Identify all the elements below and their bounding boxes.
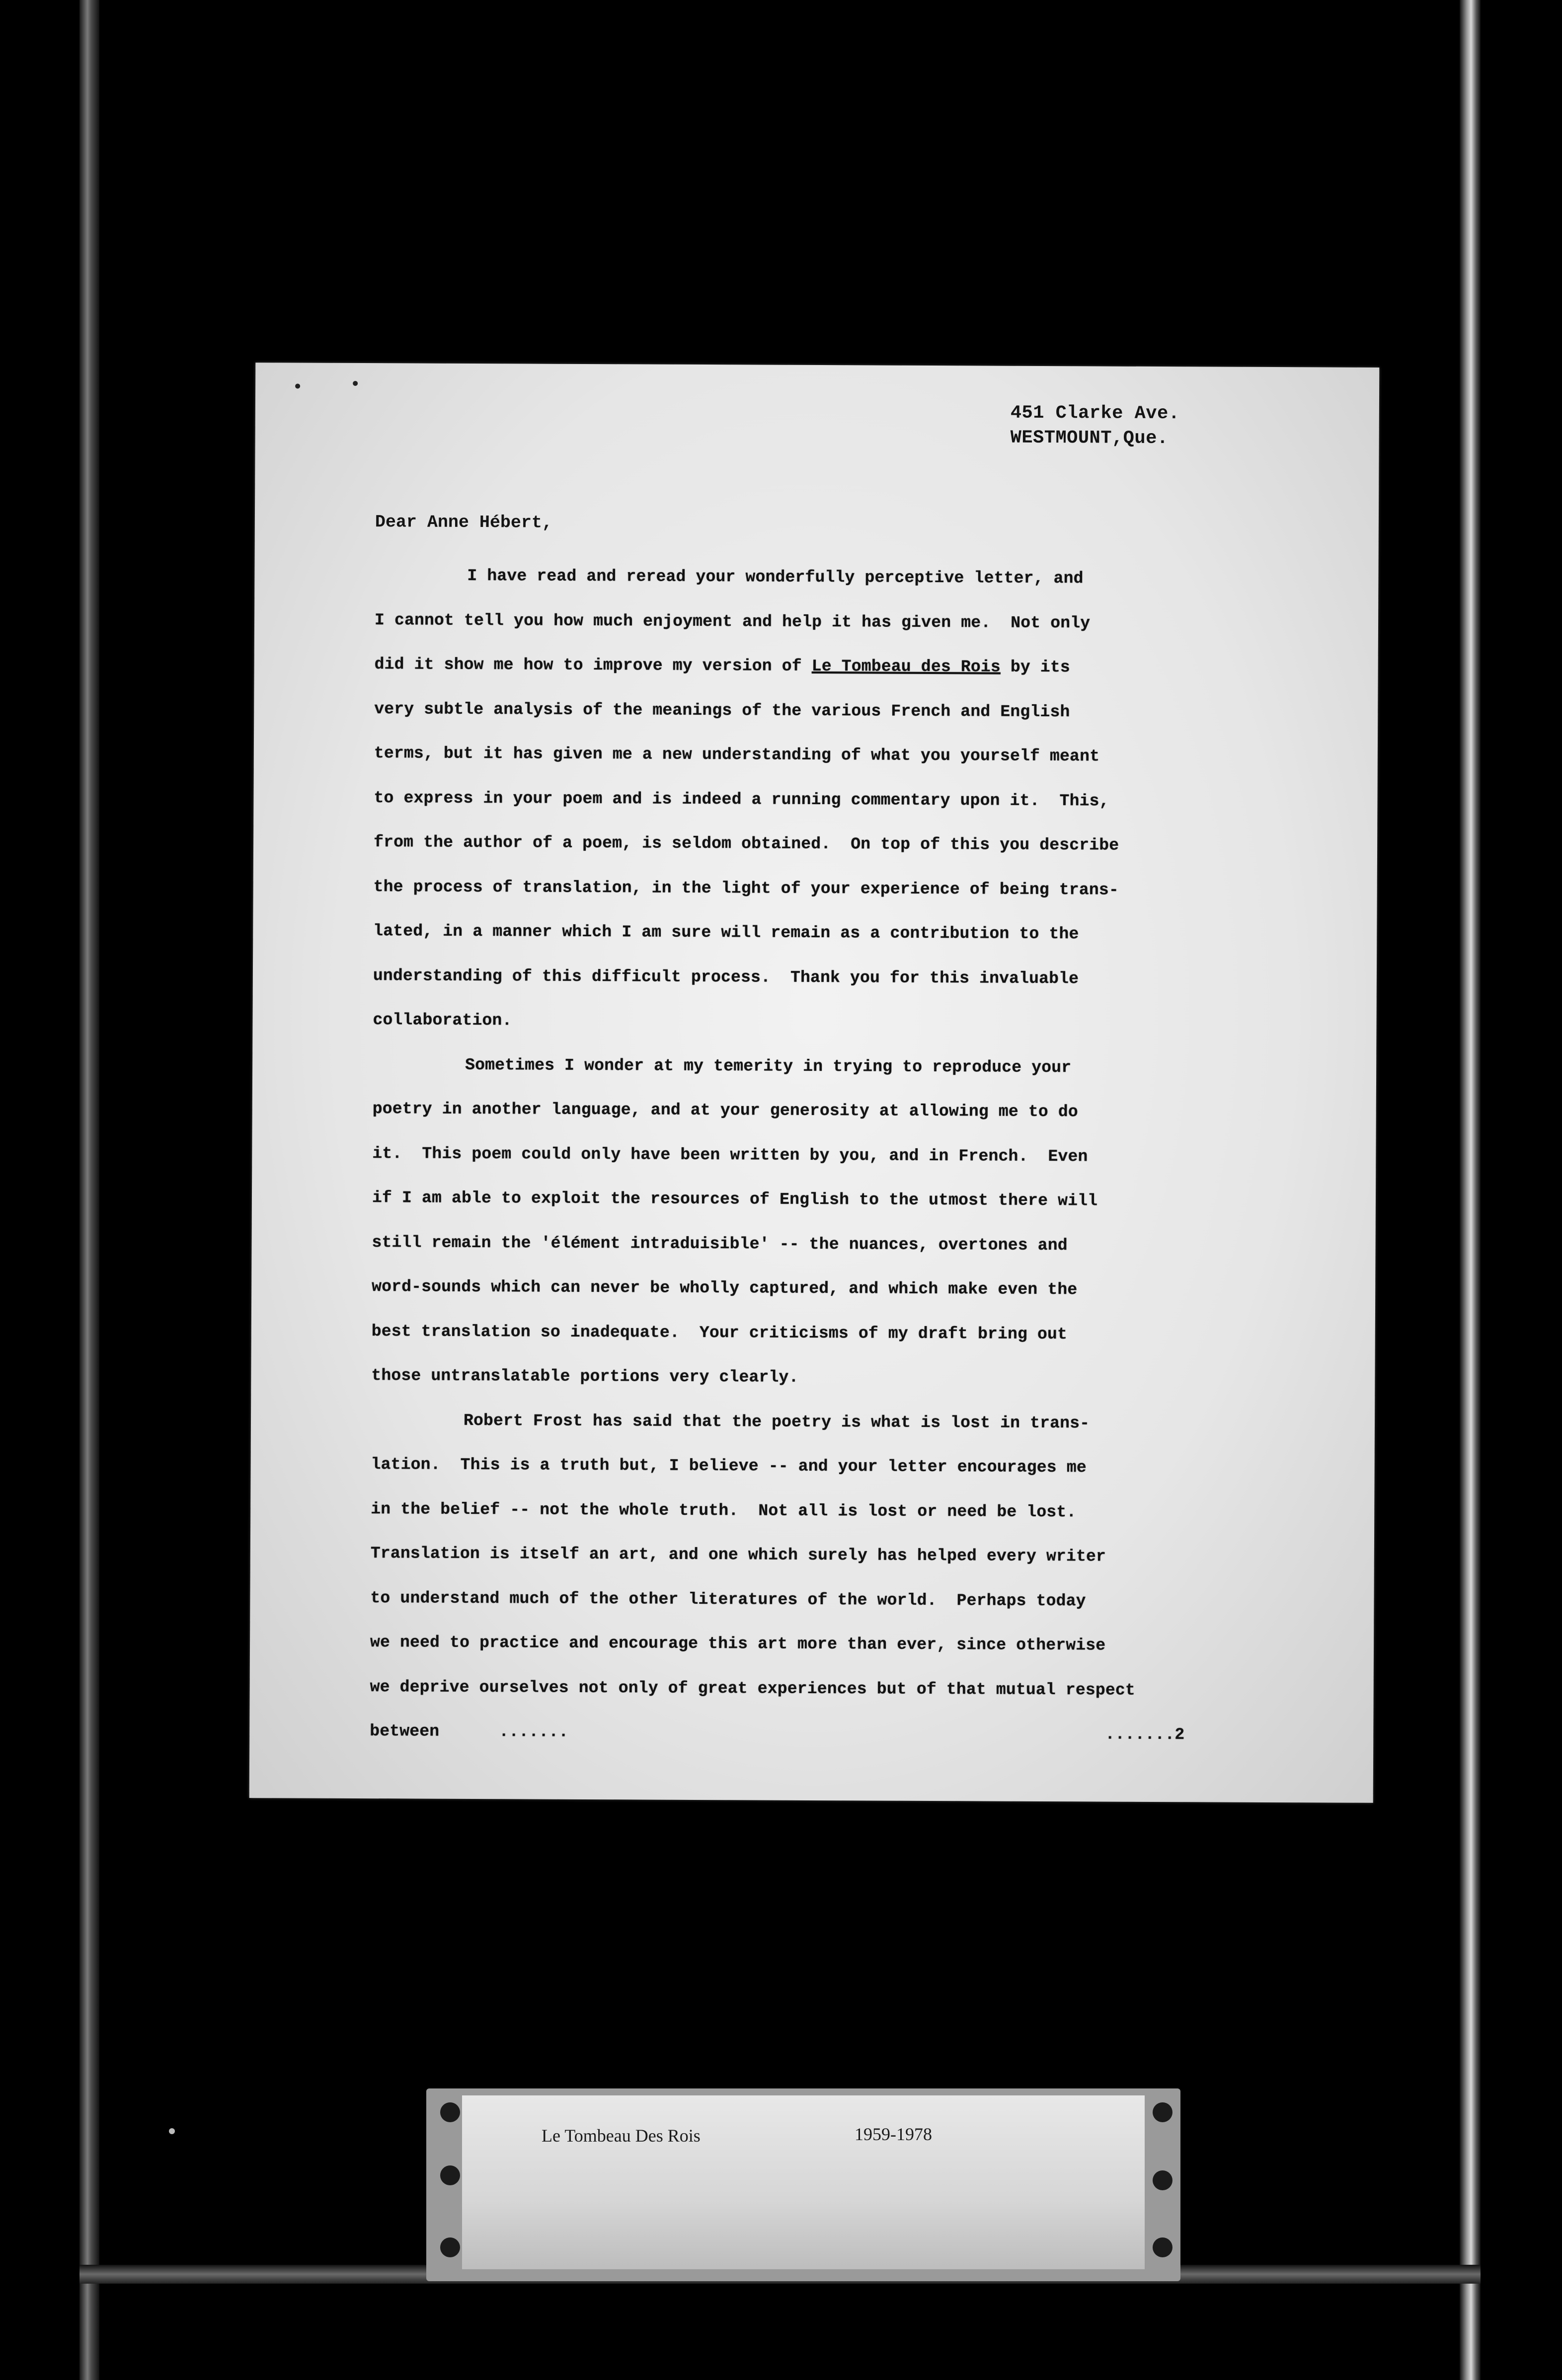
archive-label-card — [426, 2088, 1180, 2281]
label-title: Le Tombeau Des Rois — [542, 2126, 701, 2146]
body-line: those untranslatable portions very clearly. — [371, 1366, 799, 1387]
body-line-text: did it show me how to improve my version of — [374, 655, 812, 675]
body-line: terms, but it has given me a new understanding of what you yourself meant — [374, 744, 1100, 766]
body-line: Robert Frost has said that the poetry is what is lost in trans- — [463, 1411, 1090, 1432]
body-line: lated, in a manner which I am sure will remain as a contribution to the — [373, 922, 1079, 944]
body-line: to understand much of the other literatures of the world. Perhaps today — [370, 1588, 1086, 1610]
archive-label — [462, 2095, 1145, 2269]
body-line-text: by its — [1000, 658, 1070, 677]
body-line: we deprive ourselves not only of great experiences but of that mutual respect — [370, 1677, 1136, 1700]
body-line: the process of translation, in the light of your experience of being trans- — [373, 877, 1119, 899]
continuation-word: between — [370, 1722, 440, 1741]
page-continuation-number: .......2 — [1105, 1725, 1185, 1744]
film-strip-left-edge — [79, 0, 99, 2380]
body-line: collaboration. — [373, 1011, 512, 1030]
body-line: I have read and reread your wonderfully perceptive letter, and — [467, 566, 1084, 588]
punch-hole — [440, 2165, 460, 2185]
body-line: we need to practice and encourage this art more than ever, since otherwise — [370, 1633, 1106, 1655]
body-line: it. This poem could only have been written by you, and in French. Even — [372, 1144, 1088, 1166]
page-mark — [295, 383, 300, 388]
body-line: in the belief -- not the whole truth. Not all is lost or need be lost. — [371, 1499, 1077, 1521]
body-line: very subtle analysis of the meanings of the various French and English — [374, 699, 1070, 721]
punch-hole — [1153, 2102, 1172, 2122]
body-line: Translation is itself an art, and one which surely has helped every writer — [370, 1544, 1106, 1566]
address-street: 451 Clarke Ave. — [1010, 402, 1180, 425]
body-line-footer — [370, 1709, 1219, 1757]
body-line: if I am able to exploit the resources of English to the utmost there will — [372, 1189, 1098, 1210]
body-line: Sometimes I wonder at my temerity in trying to reproduce your — [465, 1055, 1072, 1077]
letter-page — [249, 363, 1380, 1803]
body-line: poetry in another language, and at your generosity at allowing me to do — [372, 1100, 1079, 1121]
page-mark — [353, 381, 358, 386]
body-line: best translation so inadequate. Your criticisms of my draft bring out — [371, 1322, 1068, 1343]
body-line: word-sounds which can never be wholly captured, and which make even the — [372, 1277, 1078, 1299]
label-dates: 1959-1978 — [855, 2124, 932, 2144]
letter-body — [370, 553, 1225, 1757]
punch-hole — [440, 2102, 460, 2122]
body-line: lation. This is a truth but, I believe -- and your letter encourages me — [371, 1455, 1087, 1477]
punch-hole — [440, 2237, 460, 2257]
punch-hole — [1153, 2170, 1172, 2190]
body-line: understanding of this difficult process. Thank you for this invaluable — [373, 966, 1079, 988]
continuation-dots: ....... — [499, 1722, 569, 1741]
body-line: to express in your poem and is indeed a running commentary upon it. This, — [374, 788, 1109, 811]
body-line: from the author of a poem, is seldom obtained. On top of this you describe — [374, 833, 1119, 855]
salutation: Dear Anne Hébert, — [375, 512, 553, 533]
body-line: I cannot tell you how much enjoyment and help it has given me. Not only — [374, 610, 1091, 632]
punch-hole — [1153, 2237, 1172, 2257]
poem-title: Le Tombeau des Rois — [811, 657, 1001, 676]
body-line — [374, 642, 1224, 690]
film-strip-right-edge — [1460, 0, 1481, 2380]
film-speck — [169, 2128, 175, 2134]
sender-address — [1011, 401, 1180, 451]
address-city: WESTMOUNT,Que. — [1010, 427, 1169, 449]
body-line: still remain the 'élément intraduisible' -- the nuances, overtones and — [372, 1233, 1068, 1255]
